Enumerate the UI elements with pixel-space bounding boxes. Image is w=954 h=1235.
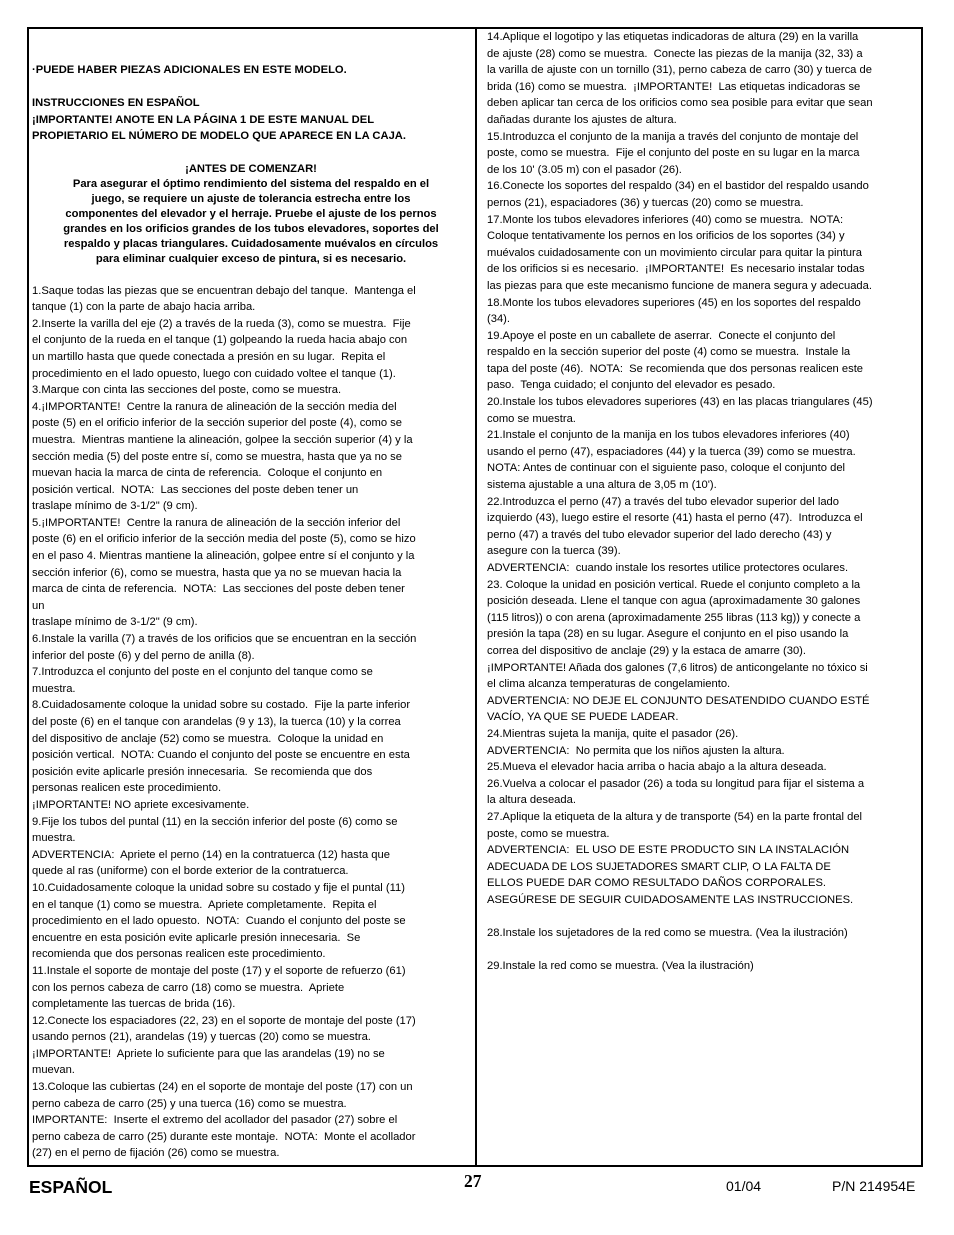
instruction-line: la varilla de ajuste con un tornillo (31), perno cabeza de carro (30) y tuerca de: [487, 64, 872, 77]
instruction-line: 25.Mueva el elevador hacia arriba o hacia abajo a la altura deseada.: [487, 761, 827, 774]
instruction-line: 2.Inserte la varilla del eje (2) a través de la rueda (3), como se muestra. Fije: [32, 317, 411, 330]
step-29: 29.Instale la red como se muestra. (Vea la ilustración): [487, 960, 754, 973]
instruction-line: traslape mínimo de 3-1/2" (9 cm).: [32, 500, 198, 513]
before-start-line: juego, se requiere un ajuste de tolerancia estrecha entre los: [91, 192, 411, 205]
instruction-line: 15.Introduzca el conjunto de la manija a través del conjunto de montaje del: [487, 130, 859, 143]
instruction-line: ADECUADA DE LOS SUJETADORES SMART CLIP, O LA FALTA DE: [487, 860, 831, 873]
instruction-line: ADVERTENCIA: Apriete el perno (14) en la contratuerca (12) hasta que: [32, 848, 390, 861]
instruction-line: ADVERTENCIA: NO DEJE EL CONJUNTO DESATENDIDO CUANDO ESTÉ: [487, 694, 870, 707]
instruction-line: izquierdo (43), luego estire el resorte (41) hasta el perno (47). Introduzca el: [487, 512, 863, 525]
important-note-line-2: PROPIETARIO EL NÚMERO DE MODELO QUE APARECE EN LA CAJA.: [32, 130, 406, 143]
before-start-line: grandes en los orificios grandes de los tubos elevadores, soportes del: [63, 222, 439, 235]
instruction-line: quede al ras (uniforme) con el borde exterior de la contratuerca.: [32, 865, 349, 878]
instruction-line: sección inferior (6), como se muestra, hasta que ya no se muevan hacia la: [32, 566, 402, 579]
before-start-block: [32, 177, 470, 267]
instruction-line: 7.Introduzca el conjunto del poste en el conjunto del tanque como se: [32, 666, 373, 679]
instruction-line: poste (5) en el orificio inferior de la sección superior del poste (4), como se: [32, 417, 402, 430]
instruction-line: deben aplicar tan cerca de los orificios como sea posible para evitar que sean: [487, 97, 873, 110]
instruction-line: 3.Marque con cinta las secciones del poste, como se muestra.: [32, 384, 342, 397]
instruction-line: 5.¡IMPORTANTE! Centre la ranura de alineación de la sección inferior del: [32, 516, 401, 529]
instruction-line: del dispositivo de anclaje (52) como se muestra. Coloque la unidad en: [32, 732, 384, 745]
instruction-line: NOTA: Antes de continuar con el siguiente paso, coloque el conjunto del: [487, 462, 846, 475]
before-start-line: Para asegurar el óptimo rendimiento del sistema del respaldo en el: [72, 177, 430, 190]
instruction-line: 18.Monte los tubos elevadores superiores (45) en los soportes del respaldo: [487, 296, 861, 309]
instruction-line: VACÍO, YA QUE SE PUEDE LADEAR.: [487, 711, 679, 724]
instruction-line: (115 litros)) o con arena (aproximadamente 255 libras (113 kg)) y conecte a: [487, 611, 861, 624]
instruction-line: correa del dispositivo de anclaje (29) y la estaca de amarre (30).: [487, 644, 807, 657]
instruction-line: la altura deseada.: [487, 794, 576, 807]
instruction-line: 6.Instale la varilla (7) a través de los orificios que se encuentran en la sección: [32, 633, 417, 646]
instruction-line: procedimiento en el lado opuesto. NOTA: Cuando el conjunto del poste se: [32, 915, 406, 928]
instruction-line: 16.Conecte los soportes del respaldo (34) en el bastidor del respaldo usando: [487, 180, 869, 193]
instruction-line: poste, como se muestra.: [487, 827, 610, 840]
instruction-line: 10.Cuidadosamente coloque la unidad sobre su costado y fije el puntal (11): [32, 881, 405, 894]
instruction-line: 21.Instale el conjunto de la manija en los tubos elevadores inferiores (40): [487, 429, 850, 442]
instruction-line: 1.Saque todas las piezas que se encuentran debajo del tanque. Mantenga el: [32, 284, 416, 297]
instruction-line: 27.Aplique la etiqueta de la altura y de transporte (54) en la parte frontal del: [487, 810, 863, 823]
instruction-line: encuentre en esta posición evite aplicarle presión innecesaria. Se: [32, 931, 361, 944]
right-column: [487, 29, 923, 975]
instruction-line: recomienda que dos personas realicen este procedimiento.: [32, 948, 326, 961]
instruction-line: ADVERTENCIA: EL USO DE ESTE PRODUCTO SIN LA INSTALACIÓN: [487, 844, 850, 857]
instruction-line: el clima alcanza temperaturas de congelamiento.: [487, 678, 731, 691]
instruction-line: pernos (21), espaciadores (36) y tuercas (20) como se muestra.: [487, 196, 804, 209]
instruction-line: muévalos cuidadosamente con un movimiento circular para quitar la pintura: [487, 246, 862, 259]
instruction-line: ADVERTENCIA: cuando instale los resortes utilice protectores oculares.: [487, 562, 849, 574]
footer-language: ESPAÑOL: [29, 1177, 113, 1197]
instruction-line: con los pernos cabeza de carro (18) como se muestra. Apriete: [32, 981, 345, 994]
instruction-line: 22.Introduzca el perno (47) a través del tubo elevador superior del lado: [487, 495, 840, 508]
part-number: P/N 214954E: [832, 1178, 916, 1194]
instruction-line: muevan hacia la marca de cinta de referencia. Coloque el conjunto en: [32, 467, 383, 480]
instruction-line: paso. Tenga cuidado; el conjunto del elevador es pesado.: [487, 379, 776, 392]
instruction-line: ¡IMPORTANTE! Apriete lo suficiente para que las arandelas (19) no se: [32, 1047, 385, 1060]
instruction-line: perno cabeza de carro (25) y una tuerca (16) como se muestra.: [32, 1097, 347, 1110]
instruction-line: del poste (6) en el tanque con arandelas (9 y 13), la tuerca (10) y la correa: [32, 716, 401, 728]
instruction-line: posición vertical. NOTA: Las secciones del poste deben tener un: [32, 483, 359, 496]
instruction-line: personas realicen este procedimiento.: [32, 782, 222, 795]
instruction-line: traslape mínimo de 3-1/2" (9 cm).: [32, 616, 198, 629]
instruction-line: un: [32, 599, 45, 612]
instruction-line: un martillo hasta que quede conectada a presión en su lugar. Repita el: [32, 350, 386, 363]
additional-parts-note: ·PUEDE HABER PIEZAS ADICIONALES EN ESTE MODELO.: [32, 64, 347, 76]
instruction-line: el conjunto de la rueda en el tanque (1) golpeando la rueda hacia abajo con: [32, 334, 408, 347]
column-divider: [475, 29, 477, 1167]
instruction-line: 20.Instale los tubos elevadores superiores (43) en las placas triangulares (45): [487, 396, 873, 409]
instruction-line: poste, como se muestra. Fije el conjunto del poste en su lugar en la marca: [487, 147, 860, 160]
instruction-line: ¡IMPORTANTE! NO apriete excesivamente.: [32, 798, 250, 811]
instruction-line: (34).: [487, 313, 511, 326]
instruction-line: 23. Coloque la unidad en posición vertical. Ruede el conjunto completo a la: [487, 578, 861, 591]
left-column: [32, 29, 470, 1162]
instruction-line: en el tanque (1) como se muestra. Apriete completamente. Repita el: [32, 898, 377, 911]
instruction-line: ASEGÚRESE DE SEGUIR CUIDADOSAMENTE LAS INSTRUCCIONES.: [487, 893, 854, 906]
instruction-line: perno cabeza de carro (25) durante este montaje. NOTA: Monte el acollador: [32, 1130, 416, 1143]
instruction-line: usando pernos (21), arandelas (19) y tuercas (20) como se muestra.: [32, 1031, 371, 1044]
instruction-line: 9.Fije los tubos del puntal (11) en la sección inferior del poste (6) como se: [32, 815, 398, 828]
instruction-line: 24.Mientras sujeta la manija, quite el pasador (26).: [487, 727, 739, 740]
before-start-heading: ¡ANTES DE COMENZAR!: [185, 162, 317, 175]
page-number: 27: [464, 1171, 482, 1191]
page-frame: [27, 27, 923, 1167]
instruction-line: de ajuste (28) como se muestra. Conecte las piezas de la manija (32, 33) a: [487, 47, 863, 60]
instruction-line: muestra. Mientras mantiene la alineación, golpee la sección superior (4) y la: [32, 433, 413, 446]
instruction-line: ADVERTENCIA: No permita que los niños ajusten la altura.: [487, 744, 785, 757]
step-28: 28.Instale los sujetadores de la red como se muestra. (Vea la ilustración): [487, 927, 848, 940]
important-note-line-1: ¡IMPORTANTE! ANOTE EN LA PÁGINA 1 DE ESTE MANUAL DEL: [32, 113, 375, 126]
instruction-line: procedimiento en el lado opuesto, luego con cuidado voltee el tanque (1).: [32, 367, 396, 380]
left-steps: [32, 283, 470, 1162]
before-start-line: respaldo y placas triangulares. Cuidadosamente muévalos en círculos: [63, 237, 439, 250]
instruction-line: de los 10' (3.05 m) con el pasador (26).: [487, 163, 682, 176]
instruction-line: marca de cinta de referencia. NOTA: Las secciones del poste deben tener: [32, 583, 405, 596]
instruction-line: 4.¡IMPORTANTE! Centre la ranura de alineación de la sección media del: [32, 400, 397, 413]
instruction-line: 17.Monte los tubos elevadores inferiores (40) como se muestra. NOTA:: [487, 213, 844, 226]
instruction-line: presión la tapa (28) en su lugar. Asegure el conjunto en el piso usando la: [487, 628, 849, 641]
instruction-line: sistema ajustable a una altura de 3,05 m (10').: [487, 479, 717, 492]
instruction-line: respaldo en la sección superior del poste (4) como se muestra. Instale la: [487, 346, 851, 359]
instruction-line: completamente las tuercas de brida (16).: [32, 998, 236, 1011]
instructions-heading: INSTRUCCIONES EN ESPAÑOL: [32, 97, 200, 110]
instruction-line: 13.Coloque las cubiertas (24) en el soporte de montaje del poste (17) con un: [32, 1081, 413, 1094]
instruction-line: muestra.: [32, 832, 76, 845]
instruction-line: 19.Apoye el poste en un caballete de aserrar. Conecte el conjunto del: [487, 329, 836, 342]
instruction-line: brida (16) como se muestra. ¡IMPORTANTE! Las etiquetas indicadoras se: [487, 80, 861, 93]
instruction-line: 12.Conecte los espaciadores (22, 23) en el soporte de montaje del poste (17): [32, 1014, 416, 1027]
instruction-line: 11.Instale el soporte de montaje del poste (17) y el soporte de refuerzo (61): [32, 964, 406, 977]
instruction-line: ¡IMPORTANTE! Añada dos galones (7,6 litros) de anticongelante no tóxico si: [487, 661, 868, 674]
instruction-line: tanque (1) con la parte de abajo hacia arriba.: [32, 301, 256, 314]
instruction-line: posición evite aplicarle presión innecesaria. Se recomienda que dos: [32, 765, 373, 778]
instruction-line: 26.Vuelva a colocar el pasador (26) a toda su longitud para fijar el sistema a: [487, 777, 865, 790]
instruction-line: de los orificios si es necesario. ¡IMPORTANTE! Es necesario instalar todas: [487, 263, 865, 276]
instruction-line: las piezas para que este mecanismo funcione de manera segura y adecuada.: [487, 279, 872, 292]
before-start-line: componentes del elevador y el herraje. Pruebe el ajuste de los pernos: [65, 207, 437, 220]
instruction-line: posición deseada. Llene el tanque con agua (aproximadamente 30 galones: [487, 595, 861, 608]
instruction-line: en el paso 4. Mientras mantiene la alineación, golpee entre sí el conjunto y la: [32, 550, 415, 563]
instruction-line: 8.Cuidadosamente coloque la unidad sobre su costado. Fije la parte inferior: [32, 699, 411, 712]
instruction-line: inferior del poste (6) y del perno de anilla (8).: [32, 649, 255, 662]
instruction-line: usando el perno (47), espaciadores (44) y la tuerca (39) como se muestra.: [487, 445, 856, 458]
instruction-line: ELLOS PUEDE DAR COMO RESULTADO DAÑOS CORPORALES.: [487, 877, 827, 890]
instruction-line: asegure con la tuerca (39).: [487, 545, 621, 558]
before-start-line: para eliminar cualquier exceso de pintura, si es necesario.: [95, 252, 407, 265]
instruction-line: posición vertical. NOTA: Cuando el conjunto del poste se encuentre en esta: [32, 749, 410, 762]
instruction-line: (27) en el perno de fijación (26) como se muestra.: [32, 1147, 280, 1160]
right-steps: [487, 29, 923, 908]
instruction-line: perno (47) a través del tubo elevador superior del lado derecho (43) y: [487, 528, 832, 541]
footer-date: 01/04: [726, 1178, 762, 1194]
instruction-line: IMPORTANTE: Inserte el extremo del acollador del pasador (27) sobre el: [32, 1114, 398, 1127]
instruction-line: 14.Aplique el logotipo y las etiquetas indicadoras de altura (29) en la varilla: [487, 31, 859, 43]
instruction-line: dañadas durante los ajustes de altura.: [487, 113, 677, 126]
instruction-line: como se muestra.: [487, 412, 576, 425]
instruction-line: muevan.: [32, 1064, 75, 1077]
instruction-line: muestra.: [32, 682, 76, 695]
instruction-line: poste (6) en el orificio inferior de la sección media del poste (5), como se hizo: [32, 533, 416, 546]
instruction-line: Coloque tentativamente los pernos en los orificios de los soportes (34) y: [487, 230, 845, 243]
instruction-line: sección media (5) del poste entre sí, como se muestra, hasta que ya no se: [32, 450, 403, 463]
instruction-line: tapa del poste (46). NOTA: Se recomienda que dos personas realicen este: [487, 362, 864, 375]
